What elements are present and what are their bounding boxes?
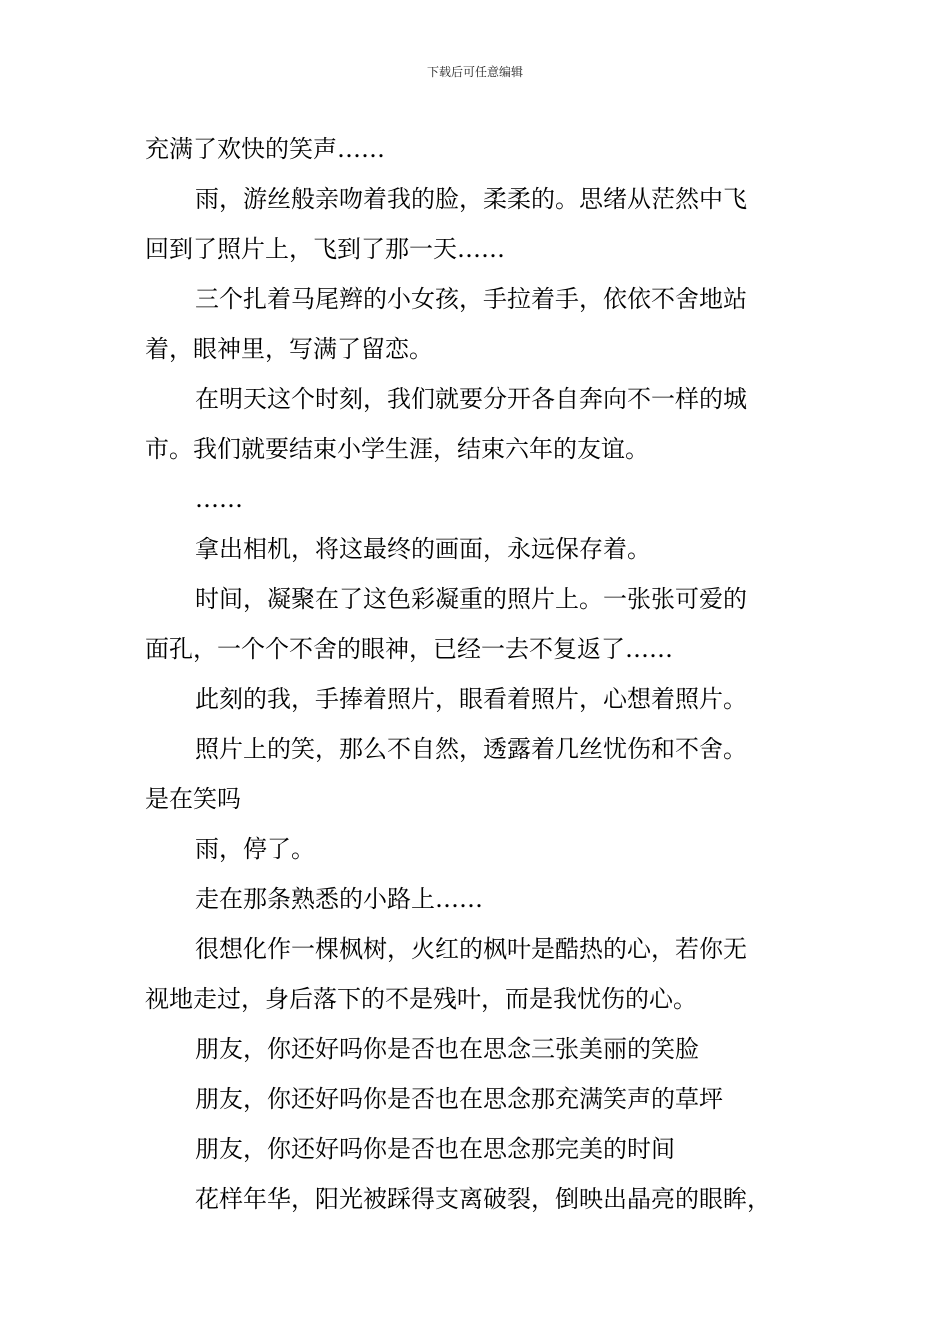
text-line: 市。我们就要结束小学生涯，结束六年的友谊。 (145, 435, 649, 463)
text-line: 雨，游丝般亲吻着我的脸，柔柔的。思绪从茫然中飞 (195, 185, 747, 213)
text-line: 朋友，你还好吗你是否也在思念那充满笑声的草坪 (195, 1085, 723, 1113)
text-line: 时间，凝聚在了这色彩凝重的照片上。一张张可爱的 (195, 585, 747, 613)
text-line: 面孔，一个个不舍的眼神，已经一去不复返了…… (145, 635, 673, 663)
text-line: 充满了欢快的笑声…… (145, 135, 385, 163)
text-line: 拿出相机，将这最终的画面，永远保存着。 (195, 535, 651, 563)
text-line: …… (195, 485, 243, 513)
body-text (145, 124, 835, 1224)
text-line: 是在笑吗 (145, 785, 241, 813)
text-line: 朋友，你还好吗你是否也在思念那完美的时间 (195, 1135, 675, 1163)
page-header: 下载后可任意编辑 (426, 65, 523, 79)
text-line: 视地走过，身后落下的不是残叶，而是我忧伤的心。 (145, 985, 697, 1013)
text-line: 照片上的笑，那么不自然，透露着几丝忧伤和不舍。 (195, 735, 747, 763)
text-line: 花样年华，阳光被踩得支离破裂，倒映出晶亮的眼眸， (195, 1185, 771, 1213)
text-line: 走在那条熟悉的小路上…… (195, 885, 483, 913)
text-line: 雨，停了。 (195, 835, 315, 863)
text-line: 在明天这个时刻，我们就要分开各自奔向不一样的城 (195, 385, 747, 413)
text-line: 着，眼神里，写满了留恋。 (145, 335, 433, 363)
text-line: 此刻的我，手捧着照片，眼看着照片，心想着照片。 (195, 685, 747, 713)
text-line: 朋友，你还好吗你是否也在思念三张美丽的笑脸 (195, 1035, 699, 1063)
text-line: 三个扎着马尾辫的小女孩，手拉着手，依依不舍地站 (195, 285, 747, 313)
text-line: 回到了照片上，飞到了那一天…… (145, 235, 505, 263)
text-line: 很想化作一棵枫树，火红的枫叶是酷热的心，若你无 (195, 935, 747, 963)
